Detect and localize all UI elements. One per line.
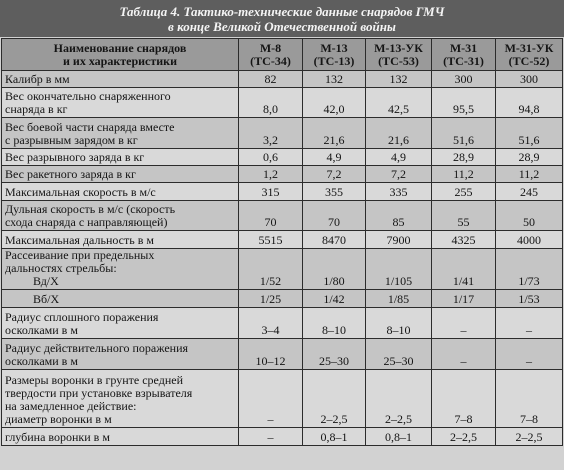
table-row [2, 308, 563, 339]
param-label-line: Дульная скорость в м/с (скорость [5, 202, 176, 216]
param-cell [2, 183, 239, 201]
value-cell: 11,2 [432, 166, 496, 183]
table-title-line-1: Таблица 4. Тактико-технические данные снарядов ГМЧ [119, 4, 445, 19]
value-cell: 4325 [432, 231, 496, 249]
param-label-line: Вес боевой части снаряда вместе [5, 120, 175, 134]
column-code: (ТС-53) [378, 53, 419, 68]
column-header-m13-uk [366, 39, 432, 71]
table-row [2, 183, 563, 201]
value-cell: 85 [366, 201, 432, 231]
table-row [2, 428, 563, 446]
param-label-line: с разрывным зарядом в кг [5, 133, 138, 147]
table-row [2, 166, 563, 183]
table-row [2, 88, 563, 118]
value-cell: 1/41 [432, 249, 496, 290]
value-cell: 25–30 [366, 339, 432, 370]
value-cell: 1/17 [432, 290, 496, 308]
param-label-line: диаметр воронки в м [5, 412, 112, 426]
param-label-line: Рассеивание при предельных [5, 248, 155, 262]
value-cell: 7–8 [432, 370, 496, 428]
value-cell: 255 [432, 183, 496, 201]
table-row [2, 370, 563, 428]
param-cell [2, 166, 239, 183]
value-cell: 11,2 [496, 166, 563, 183]
param-cell [2, 118, 239, 149]
column-name: М-31-УК [504, 40, 554, 55]
column-name: М-13 [320, 40, 348, 55]
value-cell: – [496, 339, 563, 370]
column-header-m13 [303, 39, 366, 71]
value-cell: 3–4 [239, 308, 303, 339]
table-title [0, 0, 564, 37]
header-row [2, 39, 563, 71]
value-cell: 5515 [239, 231, 303, 249]
param-cell [2, 88, 239, 118]
value-cell: 95,5 [432, 88, 496, 118]
value-cell: 8,0 [239, 88, 303, 118]
value-cell: 94,8 [496, 88, 563, 118]
value-cell: 55 [432, 201, 496, 231]
param-label-line: Вес окончательно снаряженного [5, 89, 171, 103]
param-label-line: Размеры воронки в грунте средней [5, 373, 184, 387]
table-row [2, 339, 563, 370]
value-cell: 3,2 [239, 118, 303, 149]
value-cell: 42,5 [366, 88, 432, 118]
param-cell [2, 249, 239, 290]
value-cell: 2–2,5 [303, 370, 366, 428]
value-cell: 25–30 [303, 339, 366, 370]
value-cell: 1/52 [239, 249, 303, 290]
param-column-header [2, 39, 239, 71]
value-cell: 21,6 [366, 118, 432, 149]
value-cell: 0,8–1 [303, 428, 366, 446]
value-cell: 1/105 [366, 249, 432, 290]
specs-table [1, 38, 563, 446]
table-row [2, 149, 563, 166]
param-cell [2, 339, 239, 370]
column-code: (ТС-13) [313, 53, 355, 68]
param-label-line: твердости при установке взрывателя [5, 386, 193, 400]
param-label-line: на замедленное действие: [5, 399, 137, 413]
param-label-line: осколками в м [5, 323, 78, 337]
param-cell [2, 231, 239, 249]
table-row [2, 249, 563, 290]
param-cell [2, 428, 239, 446]
param-label-line: Калибр в мм [5, 72, 70, 86]
column-header-m31 [432, 39, 496, 71]
value-cell: 28,9 [496, 149, 563, 166]
value-cell: 4000 [496, 231, 563, 249]
param-label-line: снаряда в кг [5, 102, 68, 116]
value-cell: 1/25 [239, 290, 303, 308]
value-cell: 315 [239, 183, 303, 201]
value-cell: 2–2,5 [496, 428, 563, 446]
param-label-line: глубина воронки в м [5, 430, 110, 444]
param-label-line: Вд/Х [33, 274, 59, 288]
column-header-m8 [239, 39, 303, 71]
table-row [2, 201, 563, 231]
column-name: М-8 [259, 40, 282, 55]
value-cell: 4,9 [303, 149, 366, 166]
value-cell: 82 [239, 71, 303, 88]
value-cell: 4,9 [366, 149, 432, 166]
value-cell: 10–12 [239, 339, 303, 370]
value-cell: 28,9 [432, 149, 496, 166]
value-cell: 1/73 [496, 249, 563, 290]
param-cell [2, 201, 239, 231]
value-cell: 355 [303, 183, 366, 201]
value-cell: 335 [366, 183, 432, 201]
value-cell: 7900 [366, 231, 432, 249]
value-cell: 21,6 [303, 118, 366, 149]
value-cell: 51,6 [432, 118, 496, 149]
param-label-line: Вб/Х [33, 292, 60, 306]
value-cell: – [239, 370, 303, 428]
value-cell: 1/85 [366, 290, 432, 308]
table-row [2, 231, 563, 249]
param-label-line: Радиус действительного поражения [5, 341, 189, 355]
param-header-line-2: и их характеристики [62, 53, 178, 68]
value-cell: 7,2 [366, 166, 432, 183]
column-name: М-31 [449, 40, 478, 55]
column-code: (ТС-34) [250, 53, 291, 68]
param-label-line: дальностях стрельбы: [5, 261, 117, 275]
param-label-line: Радиус сплошного поражения [5, 310, 159, 324]
value-cell: 8470 [303, 231, 366, 249]
value-cell: 8–10 [366, 308, 432, 339]
column-code: (ТС-31) [443, 53, 484, 68]
param-label-line: Максимальная скорость в м/с [5, 185, 156, 199]
value-cell: 51,6 [496, 118, 563, 149]
value-cell: 1/53 [496, 290, 563, 308]
value-cell: 8–10 [303, 308, 366, 339]
table-row [2, 71, 563, 88]
value-cell: 7–8 [496, 370, 563, 428]
param-label-line: схода снаряда с направляющей) [5, 215, 168, 229]
param-cell [2, 308, 239, 339]
value-cell: 132 [366, 71, 432, 88]
value-cell: 7,2 [303, 166, 366, 183]
value-cell: 70 [303, 201, 366, 231]
table-body [2, 71, 563, 446]
value-cell: 300 [432, 71, 496, 88]
table-row [2, 290, 563, 308]
value-cell: 70 [239, 201, 303, 231]
param-label-line: Вес разрывного заряда в кг [5, 150, 145, 164]
value-cell: 1/80 [303, 249, 366, 290]
value-cell: 132 [303, 71, 366, 88]
value-cell: 2–2,5 [432, 428, 496, 446]
value-cell: 300 [496, 71, 563, 88]
param-cell [2, 290, 239, 308]
value-cell: 2–2,5 [366, 370, 432, 428]
column-name: М-13-УК [374, 40, 423, 55]
value-cell: 50 [496, 201, 563, 231]
table-title-line-2: в конце Великой Отечественной войны [168, 19, 396, 34]
value-cell: 42,0 [303, 88, 366, 118]
table-row [2, 118, 563, 149]
param-header-line-1: Наименование снарядов [53, 40, 187, 55]
value-cell: 1/42 [303, 290, 366, 308]
param-cell [2, 149, 239, 166]
param-cell [2, 370, 239, 428]
value-cell: – [239, 428, 303, 446]
value-cell: – [496, 308, 563, 339]
column-code: (ТС-52) [508, 53, 550, 68]
value-cell: 0,8–1 [366, 428, 432, 446]
value-cell: 0,6 [239, 149, 303, 166]
value-cell: 1,2 [239, 166, 303, 183]
value-cell: – [432, 308, 496, 339]
column-header-m31-uk [496, 39, 563, 71]
param-label-line: осколками в м [5, 354, 78, 368]
param-label-line: Вес ракетного заряда в кг [5, 167, 136, 181]
param-label-line: Максимальная дальность в м [5, 233, 154, 247]
param-cell [2, 71, 239, 88]
value-cell: 245 [496, 183, 563, 201]
value-cell: – [432, 339, 496, 370]
